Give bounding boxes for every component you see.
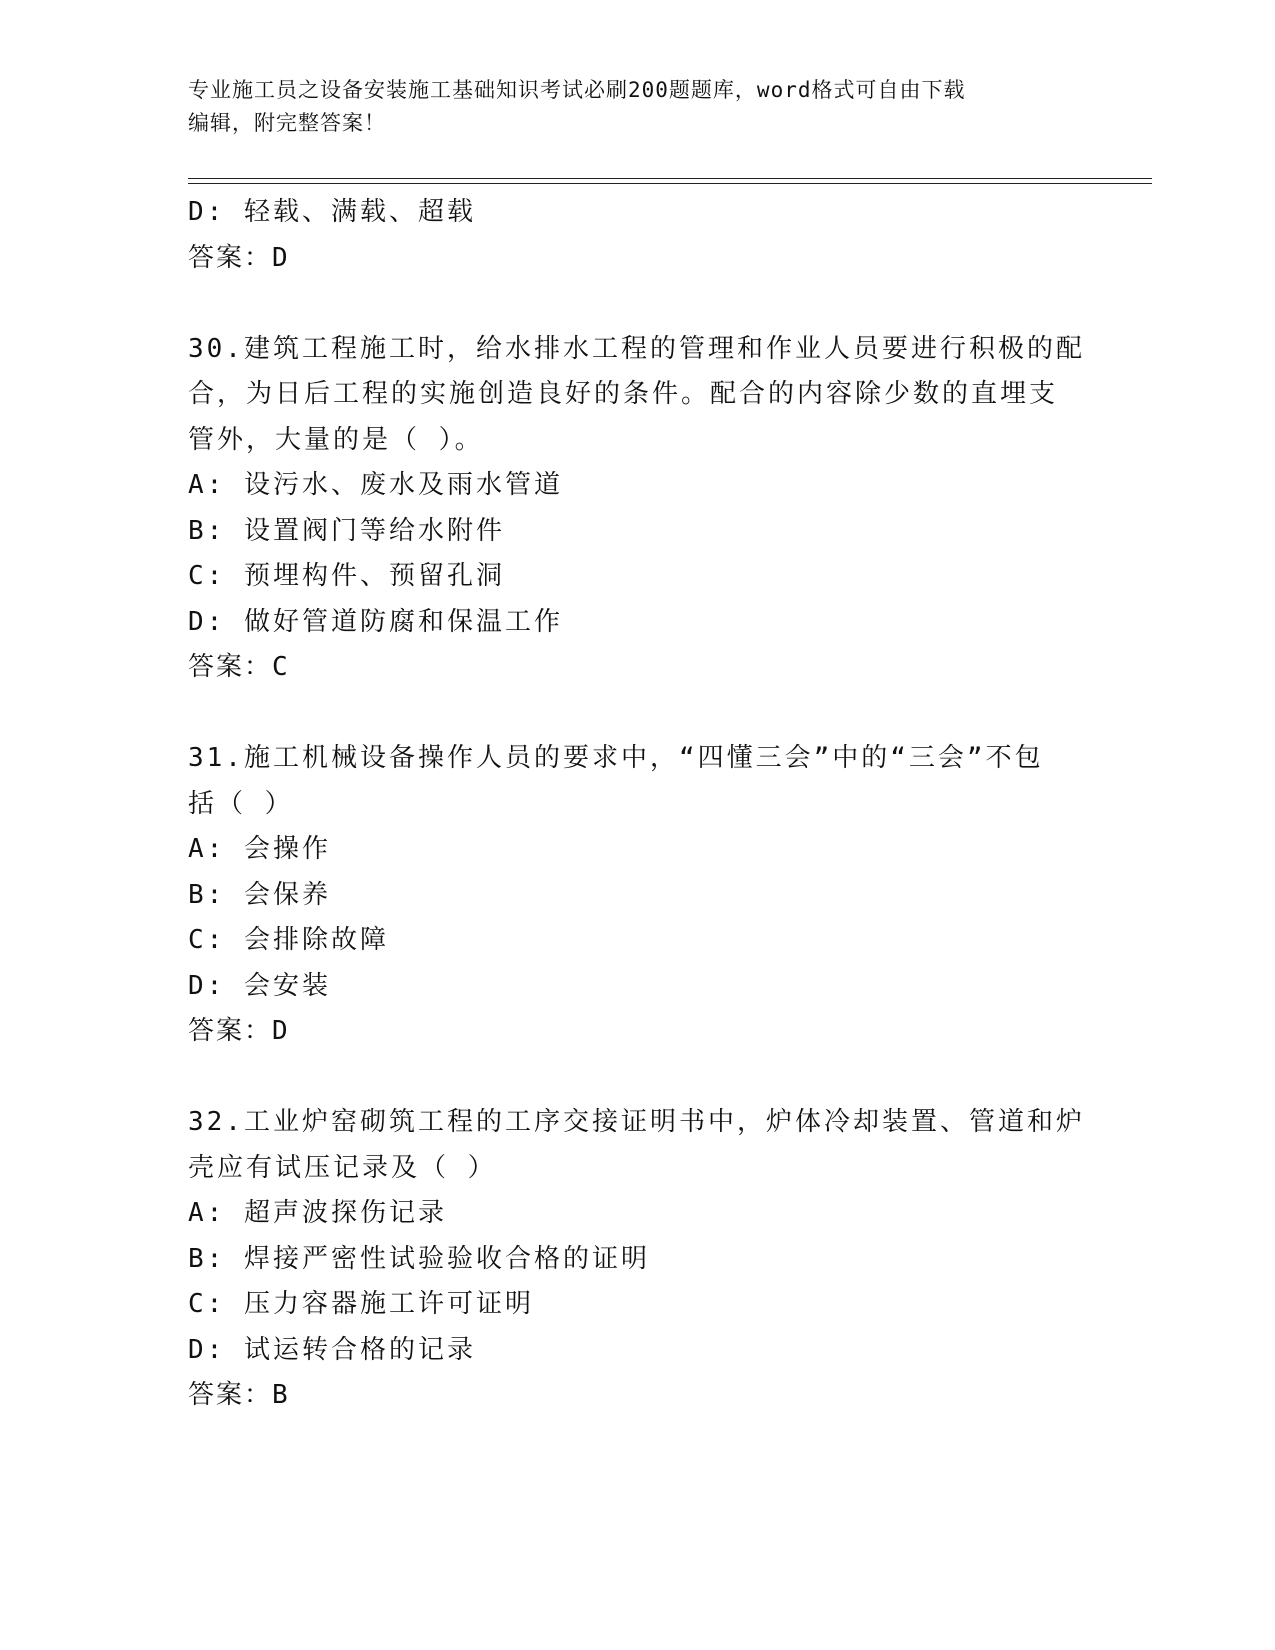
option-b-q31: B: 会保养 bbox=[188, 879, 331, 910]
question-30-text-2: 合，为日后工程的实施创造良好的条件。配合的内容除少数的直埋支 bbox=[188, 379, 1059, 409]
header-divider-bottom bbox=[188, 183, 1152, 184]
question-32-text-1: 32.工业炉窑砌筑工程的工序交接证明书中，炉体冷却装置、管道和炉 bbox=[188, 1107, 1085, 1137]
option-d-q31: D: 会安装 bbox=[188, 970, 331, 1001]
option-c-q31: C: 会排除故障 bbox=[188, 925, 389, 955]
option-c-q32: C: 压力容器施工许可证明 bbox=[188, 1289, 534, 1319]
option-d-q29: D: 轻载、满载、超载 bbox=[188, 197, 476, 227]
question-32-text-2: 壳应有试压记录及（ ） bbox=[188, 1152, 497, 1183]
page-header bbox=[188, 74, 1088, 140]
header-title-line-2: 编辑，附完整答案！ bbox=[188, 111, 386, 135]
option-c-q30: C: 预埋构件、预留孔洞 bbox=[188, 561, 505, 591]
option-b-q30: B: 设置阀门等给水附件 bbox=[188, 515, 505, 546]
option-d-q32: D: 试运转合格的记录 bbox=[188, 1334, 476, 1365]
question-31-text-1: 31.施工机械设备操作人员的要求中，“四懂三会”中的“三会”不包 bbox=[188, 743, 1044, 773]
option-d-q30: D: 做好管道防腐和保温工作 bbox=[188, 606, 563, 637]
spacer bbox=[188, 281, 1088, 327]
question-31-text-2: 括（ ） bbox=[188, 788, 294, 819]
spacer bbox=[188, 1055, 1088, 1101]
option-a-q31: A: 会操作 bbox=[188, 834, 331, 864]
option-b-q32: B: 焊接严密性试验验收合格的证明 bbox=[188, 1243, 650, 1274]
answer-q31: 答案：D bbox=[188, 1016, 290, 1046]
answer-q32: 答案：B bbox=[188, 1380, 290, 1410]
answer-q30: 答案：C bbox=[188, 652, 290, 682]
question-30-text-1: 30.建筑工程施工时，给水排水工程的管理和作业人员要进行积极的配 bbox=[188, 333, 1085, 364]
option-a-q32: A: 超声波探伤记录 bbox=[188, 1198, 447, 1228]
answer-q29: 答案：D bbox=[188, 242, 290, 273]
question-content bbox=[188, 190, 1088, 1419]
header-divider-top bbox=[188, 178, 1152, 179]
spacer bbox=[188, 691, 1088, 737]
option-a-q30: A: 设污水、废水及雨水管道 bbox=[188, 470, 563, 500]
header-title-line-1: 专业施工员之设备安装施工基础知识考试必刷200题题库，word格式可自由下载 bbox=[188, 78, 966, 102]
question-30-text-3: 管外，大量的是（ ）。 bbox=[188, 424, 484, 455]
